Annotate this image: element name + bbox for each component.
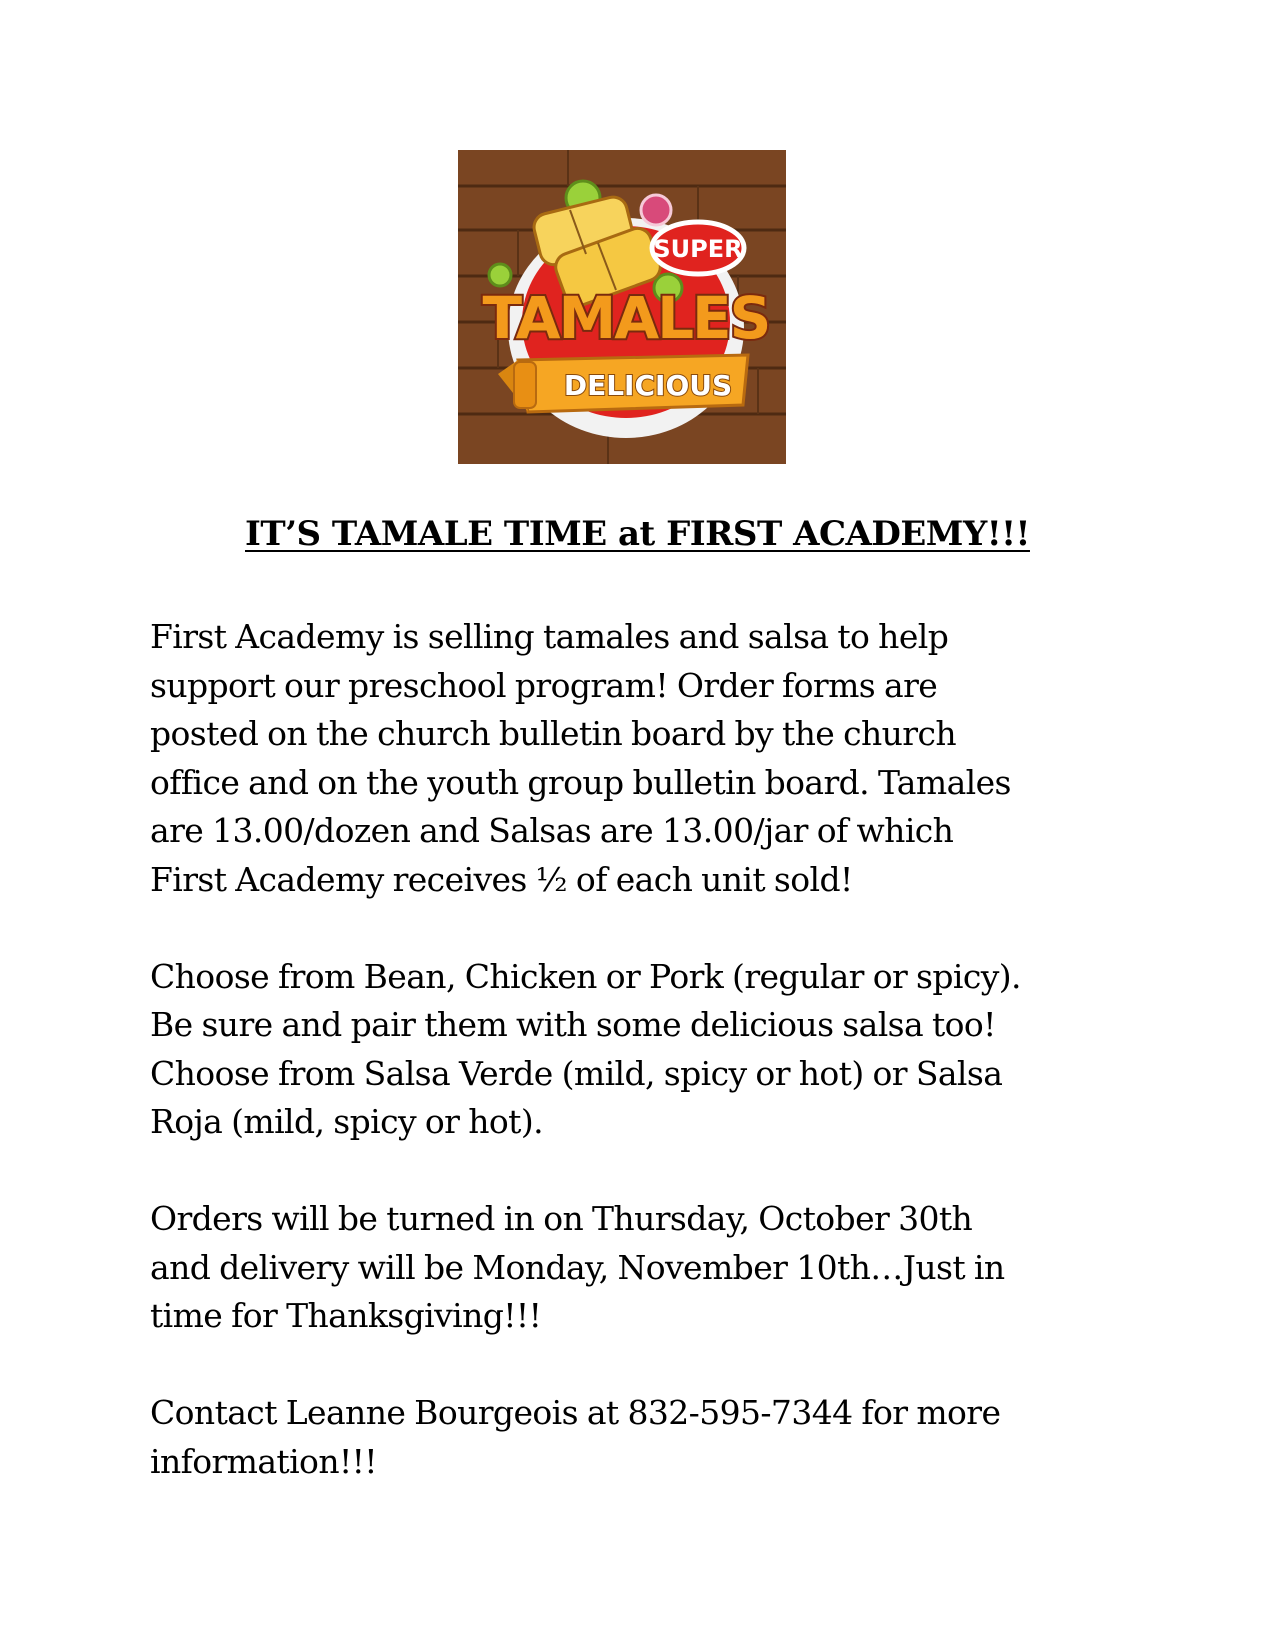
logo-tamales-text: TAMALES xyxy=(482,284,770,352)
paragraph-intro: First Academy is selling tamales and salsa to help support our preschool program! Order forms are posted on the church bulletin board by the church office and on the youth group bulletin board. Tamales are 13.00/dozen and Salsas are 13.00/jar of which First Academy receives ½ of each unit sold! xyxy=(150,617,1011,899)
super-tamales-logo xyxy=(458,150,786,464)
page-title: IT’S TAMALE TIME at FIRST ACADEMY!!! xyxy=(245,514,1030,554)
flyer-body xyxy=(150,613,1135,1535)
logo-super-text: SUPER xyxy=(653,235,743,263)
paragraph-dates: Orders will be turned in on Thursday, October 30th and delivery will be Monday, November 10th…Just in time for Thanksgiving!!! xyxy=(150,1199,1005,1335)
logo-delicious-text: DELICIOUS xyxy=(563,369,733,402)
logo-illustration xyxy=(458,150,786,464)
paragraph-contact: Contact Leanne Bourgeois at 832-595-7344 for more information!!! xyxy=(150,1393,1001,1481)
paragraph-flavors: Choose from Bean, Chicken or Pork (regular or spicy). Be sure and pair them with some delicious salsa too! Choose from Salsa Verde (mild, spicy or hot) or Salsa Roja (mild, spicy or hot). xyxy=(150,956,1021,1141)
